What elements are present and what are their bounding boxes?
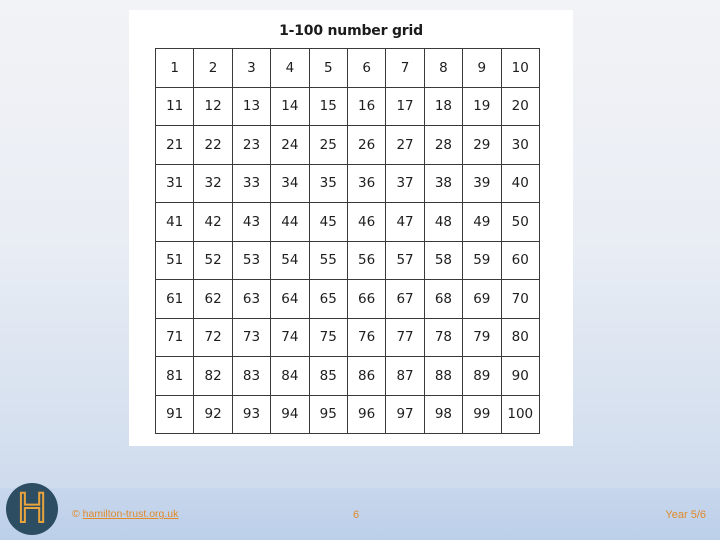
grid-cell: 1 <box>156 49 194 88</box>
grid-cell: 30 <box>501 126 539 165</box>
hamilton-logo <box>6 483 58 535</box>
grid-cell: 90 <box>501 357 539 396</box>
grid-cell: 85 <box>309 357 347 396</box>
grid-cell: 69 <box>463 280 501 319</box>
grid-cell: 12 <box>194 87 232 126</box>
grid-cell: 27 <box>386 126 424 165</box>
grid-cell: 78 <box>424 318 462 357</box>
grid-cell: 62 <box>194 280 232 319</box>
grid-cell: 14 <box>271 87 309 126</box>
grid-cell: 68 <box>424 280 462 319</box>
grid-row <box>156 126 540 165</box>
grid-row <box>156 164 540 203</box>
grid-cell: 49 <box>463 203 501 242</box>
grid-row <box>156 241 540 280</box>
grid-cell: 73 <box>232 318 270 357</box>
grid-cell: 76 <box>347 318 385 357</box>
grid-cell: 38 <box>424 164 462 203</box>
grid-cell: 35 <box>309 164 347 203</box>
grid-cell: 61 <box>156 280 194 319</box>
grid-cell: 89 <box>463 357 501 396</box>
grid-cell: 87 <box>386 357 424 396</box>
grid-cell: 17 <box>386 87 424 126</box>
grid-cell: 39 <box>463 164 501 203</box>
grid-cell: 21 <box>156 126 194 165</box>
grid-cell: 19 <box>463 87 501 126</box>
number-grid-card <box>129 10 573 446</box>
grid-cell: 47 <box>386 203 424 242</box>
grid-cell: 70 <box>501 280 539 319</box>
grid-cell: 20 <box>501 87 539 126</box>
grid-cell: 2 <box>194 49 232 88</box>
grid-row <box>156 49 540 88</box>
grid-cell: 75 <box>309 318 347 357</box>
grid-row <box>156 318 540 357</box>
copyright-notice <box>72 508 178 520</box>
grid-cell: 40 <box>501 164 539 203</box>
grid-cell: 22 <box>194 126 232 165</box>
grid-cell: 42 <box>194 203 232 242</box>
grid-cell: 82 <box>194 357 232 396</box>
grid-cell: 64 <box>271 280 309 319</box>
grid-cell: 45 <box>309 203 347 242</box>
grid-cell: 48 <box>424 203 462 242</box>
grid-cell: 81 <box>156 357 194 396</box>
grid-cell: 59 <box>463 241 501 280</box>
grid-cell: 54 <box>271 241 309 280</box>
grid-cell: 31 <box>156 164 194 203</box>
grid-cell: 5 <box>309 49 347 88</box>
grid-cell: 60 <box>501 241 539 280</box>
grid-cell: 80 <box>501 318 539 357</box>
grid-cell: 43 <box>232 203 270 242</box>
grid-cell: 77 <box>386 318 424 357</box>
hamilton-trust-link[interactable]: hamilton-trust.org.uk <box>82 508 179 520</box>
grid-row <box>156 280 540 319</box>
grid-cell: 7 <box>386 49 424 88</box>
grid-cell: 10 <box>501 49 539 88</box>
grid-cell: 79 <box>463 318 501 357</box>
grid-cell: 9 <box>463 49 501 88</box>
grid-cell: 55 <box>309 241 347 280</box>
grid-cell: 29 <box>463 126 501 165</box>
grid-cell: 63 <box>232 280 270 319</box>
grid-cell: 71 <box>156 318 194 357</box>
grid-cell: 11 <box>156 87 194 126</box>
grid-cell: 16 <box>347 87 385 126</box>
grid-cell: 56 <box>347 241 385 280</box>
copyright-symbol: © <box>72 508 80 520</box>
grid-cell: 97 <box>386 395 424 434</box>
grid-cell: 95 <box>309 395 347 434</box>
grid-cell: 84 <box>271 357 309 396</box>
grid-cell: 96 <box>347 395 385 434</box>
grid-cell: 83 <box>232 357 270 396</box>
grid-cell: 86 <box>347 357 385 396</box>
grid-cell: 53 <box>232 241 270 280</box>
grid-cell: 52 <box>194 241 232 280</box>
grid-cell: 33 <box>232 164 270 203</box>
grid-cell: 46 <box>347 203 385 242</box>
grid-cell: 50 <box>501 203 539 242</box>
grid-cell: 15 <box>309 87 347 126</box>
grid-row <box>156 203 540 242</box>
grid-cell: 57 <box>386 241 424 280</box>
grid-cell: 34 <box>271 164 309 203</box>
grid-cell: 36 <box>347 164 385 203</box>
number-grid-table <box>155 48 540 434</box>
page-number: 6 <box>353 509 360 521</box>
grid-cell: 8 <box>424 49 462 88</box>
grid-cell: 72 <box>194 318 232 357</box>
grid-cell: 26 <box>347 126 385 165</box>
grid-cell: 18 <box>424 87 462 126</box>
grid-cell: 94 <box>271 395 309 434</box>
grid-cell: 99 <box>463 395 501 434</box>
grid-cell: 92 <box>194 395 232 434</box>
grid-cell: 23 <box>232 126 270 165</box>
grid-cell: 28 <box>424 126 462 165</box>
grid-cell: 37 <box>386 164 424 203</box>
grid-cell: 58 <box>424 241 462 280</box>
grid-cell: 66 <box>347 280 385 319</box>
grid-cell: 4 <box>271 49 309 88</box>
grid-cell: 41 <box>156 203 194 242</box>
grid-cell: 88 <box>424 357 462 396</box>
logo-h-icon: H <box>16 486 48 532</box>
grid-cell: 25 <box>309 126 347 165</box>
grid-cell: 98 <box>424 395 462 434</box>
grid-cell: 32 <box>194 164 232 203</box>
grid-cell: 13 <box>232 87 270 126</box>
grid-row <box>156 395 540 434</box>
grid-cell: 24 <box>271 126 309 165</box>
grid-cell: 67 <box>386 280 424 319</box>
grid-cell: 74 <box>271 318 309 357</box>
grid-cell: 3 <box>232 49 270 88</box>
grid-cell: 65 <box>309 280 347 319</box>
year-group-label: Year 5/6 <box>665 509 706 521</box>
grid-cell: 100 <box>501 395 539 434</box>
grid-row <box>156 87 540 126</box>
grid-cell: 44 <box>271 203 309 242</box>
grid-cell: 51 <box>156 241 194 280</box>
grid-title: 1-100 number grid <box>279 23 423 39</box>
grid-cell: 6 <box>347 49 385 88</box>
grid-row <box>156 357 540 396</box>
grid-cell: 91 <box>156 395 194 434</box>
grid-cell: 93 <box>232 395 270 434</box>
